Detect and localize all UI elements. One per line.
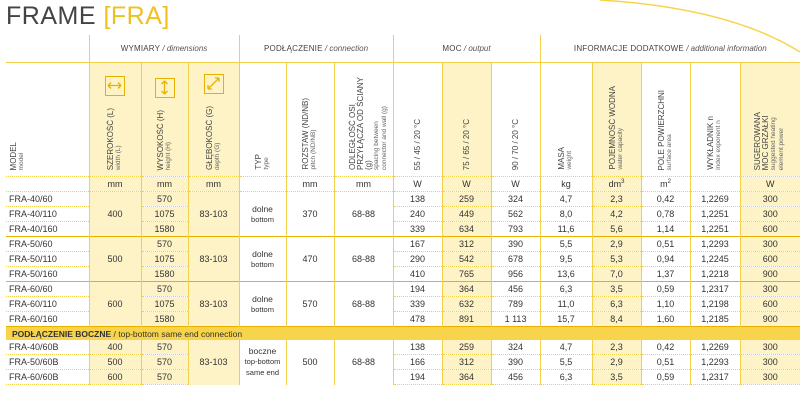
table-cell: 600 [89, 370, 141, 385]
table-cell [239, 237, 286, 282]
table-cell: WYKŁADNIK n [706, 116, 716, 170]
group-wymiary [89, 35, 239, 63]
table-cell: 90 / 70 / 20 °C [510, 118, 520, 170]
table-cell: / top-bottom same end connection [111, 328, 243, 339]
table-cell: / connection [322, 44, 369, 53]
table-cell: 290 [393, 252, 442, 267]
table-cell: W [442, 177, 491, 192]
table-cell: 900 [740, 312, 800, 327]
col-width [89, 63, 141, 177]
col-area [641, 63, 690, 177]
group-moc [393, 35, 540, 63]
table-cell: 0,51 [641, 237, 690, 252]
table-cell: 259 [442, 340, 491, 355]
table-cell: 1580 [141, 267, 188, 282]
table-cell: 1075 [141, 252, 188, 267]
diagonal-arrows-icon [204, 74, 224, 94]
table-cell: 1,2269 [690, 192, 740, 207]
table-cell: 8,4 [592, 312, 641, 327]
group-header-row [6, 35, 800, 63]
table-cell: bottom [251, 214, 274, 224]
table-cell: 9,5 [540, 252, 592, 267]
table-cell: mm [188, 177, 239, 192]
table-cell: kg [540, 177, 592, 192]
table-cell: 410 [393, 267, 442, 282]
table-cell: 1,2293 [690, 355, 740, 370]
table-cell [239, 282, 286, 327]
table-cell [239, 177, 286, 192]
col-height [141, 63, 188, 177]
table-cell: 2,3 [592, 340, 641, 355]
table-cell: 194 [393, 370, 442, 385]
table-cell: bottom [251, 304, 274, 314]
page-title [6, 2, 170, 31]
table-cell: 83-103 [188, 340, 239, 385]
table-cell: 600 [740, 222, 800, 237]
table-cell: FRA-60/160 [6, 312, 89, 327]
table-cell: 5,5 [540, 355, 592, 370]
table-cell: 600 [740, 252, 800, 267]
table-cell: 68-88 [334, 282, 393, 327]
table-row [6, 237, 800, 252]
spec-table [6, 35, 800, 385]
table-cell: 83-103 [188, 282, 239, 327]
table-cell: 167 [393, 237, 442, 252]
col-capacity [592, 63, 641, 177]
table-cell: POLE POWIERZCHNI [656, 89, 666, 170]
table-cell: 4,2 [592, 207, 641, 222]
table-cell: 300 [740, 340, 800, 355]
table-cell: 678 [491, 252, 540, 267]
table-cell: 138 [393, 340, 442, 355]
horizontal-arrows-icon [105, 76, 125, 96]
table-row [6, 192, 800, 207]
table-cell: FRA-50/60B [6, 355, 89, 370]
col-depth [188, 63, 239, 177]
table-cell: / output [461, 44, 491, 53]
table-cell: 312 [442, 237, 491, 252]
table-cell: mm [334, 177, 393, 192]
table-cell: 0,94 [641, 252, 690, 267]
table-cell: 300 [740, 207, 800, 222]
table-cell: 632 [442, 297, 491, 312]
table-cell: 300 [740, 282, 800, 297]
table-cell: $dm^3$ [592, 177, 641, 192]
table-cell: index exponent n [715, 120, 723, 170]
table-cell: 1075 [141, 207, 188, 222]
table-cell: 364 [442, 282, 491, 297]
col-p55 [393, 63, 442, 177]
table-cell: 765 [442, 267, 491, 282]
table-cell: W [491, 177, 540, 192]
table-cell: W [393, 177, 442, 192]
col-p75 [442, 63, 491, 177]
table-cell: 5,6 [592, 222, 641, 237]
table-cell: SZEROKOŚĆ (L) [106, 107, 115, 170]
table-cell: 634 [442, 222, 491, 237]
table-cell: 1,2317 [690, 282, 740, 297]
table-cell: 3,5 [592, 370, 641, 385]
table-cell: bottom [251, 259, 274, 269]
table-cell: 500 [89, 237, 141, 282]
table-cell: 339 [393, 297, 442, 312]
table-cell: 500 [286, 340, 334, 385]
table-cell: 364 [442, 370, 491, 385]
table-cell: 324 [491, 192, 540, 207]
table-cell: 891 [442, 312, 491, 327]
col-heater: SUGEROWANA MOC GRZAŁKI suggested heating element power [740, 63, 800, 177]
table-cell: 542 [442, 252, 491, 267]
table-cell: 0,42 [641, 192, 690, 207]
table-cell: 68-88 [334, 192, 393, 237]
table-cell: 324 [491, 340, 540, 355]
table-cell: 900 [740, 267, 800, 282]
title-code: [FRA] [103, 2, 170, 30]
table-cell: 478 [393, 312, 442, 327]
table-cell: 400 [89, 192, 141, 237]
table-cell: 570 [141, 282, 188, 297]
table-cell: 1,37 [641, 267, 690, 282]
table-cell: 1 113 [491, 312, 540, 327]
table-cell: 1,2251 [690, 207, 740, 222]
table-cell: 570 [141, 355, 188, 370]
table-cell: 1,2317 [690, 370, 740, 385]
table-cell: depth (G) [213, 142, 221, 170]
table-cell: 1580 [141, 222, 188, 237]
table-cell: 0,51 [641, 355, 690, 370]
table-cell [6, 35, 89, 63]
table-cell: 75 / 65 / 20 °C [461, 118, 471, 170]
table-cell: 1,2198 [690, 297, 740, 312]
table-cell: 600 [89, 282, 141, 327]
table-cell: model [18, 152, 25, 170]
table-cell: 1580 [141, 312, 188, 327]
table-cell: FRA-40/110 [6, 207, 89, 222]
table-cell: 1,2293 [690, 237, 740, 252]
table-cell: 793 [491, 222, 540, 237]
table-cell: / dimensions [160, 44, 208, 53]
table-cell: PODŁĄCZENIE BOCZNE [12, 328, 112, 339]
table-cell: height (H) [164, 141, 172, 170]
table-cell: 0,59 [641, 370, 690, 385]
table-cell: same end [246, 368, 279, 378]
title-text: FRAME [6, 2, 104, 30]
group-info [540, 35, 800, 63]
table-cell: 259 [442, 192, 491, 207]
table-cell: MASA [557, 147, 567, 170]
table-cell: 456 [491, 370, 540, 385]
table-cell: 83-103 [188, 192, 239, 237]
table-row [6, 282, 800, 297]
table-cell: 1,2218 [690, 267, 740, 282]
col-type [239, 63, 286, 177]
table-cell: surface area [665, 133, 673, 170]
table-cell: 1,10 [641, 297, 690, 312]
table-cell: ROZSTAW (ND/NB) [301, 98, 311, 170]
table-cell [6, 327, 800, 341]
table-cell: 1075 [141, 297, 188, 312]
table-cell: 5,3 [592, 252, 641, 267]
table-cell: 8,0 [540, 207, 592, 222]
table-cell: FRA-40/60 [6, 192, 89, 207]
table-cell: FRA-50/60 [6, 237, 89, 252]
table-cell: / additional information [683, 44, 767, 53]
table-cell: FRA-60/110 [6, 297, 89, 312]
table-cell: 1,2245 [690, 252, 740, 267]
table-cell: FRA-50/110 [6, 252, 89, 267]
table-cell: FRA-40/160 [6, 222, 89, 237]
table-cell: 13,6 [540, 267, 592, 282]
table-row [6, 370, 800, 385]
table-cell: 0,59 [641, 282, 690, 297]
table-cell: WYMIARY [120, 44, 161, 53]
table-cell: 0,78 [641, 207, 690, 222]
table-cell [6, 177, 89, 192]
table-row [6, 340, 800, 355]
table-cell: $m^2$ [641, 177, 690, 192]
table-cell: pitch (ND/NB) [310, 129, 318, 170]
table-cell: 300 [740, 370, 800, 385]
col-pitch [286, 63, 334, 177]
table-cell: 300 [740, 192, 800, 207]
table-cell: 1,2251 [690, 222, 740, 237]
table-cell: 570 [286, 282, 334, 327]
table-cell: 956 [491, 267, 540, 282]
table-cell: 339 [393, 222, 442, 237]
group-podlaczenie [239, 35, 393, 63]
table-cell: INFORMACJE DODATKOWE [573, 44, 684, 53]
table-cell: boczne [248, 346, 277, 357]
table-cell: 138 [393, 192, 442, 207]
table-cell: WYSOKOŚĆ (H) [155, 109, 165, 170]
table-cell: mm [286, 177, 334, 192]
table-cell: 2,3 [592, 192, 641, 207]
table-cell: 449 [442, 207, 491, 222]
table-cell: 15,7 [540, 312, 592, 327]
table-cell: water capacity [616, 128, 624, 170]
table-cell: 1,2269 [690, 340, 740, 355]
table-cell: dolne [252, 293, 273, 304]
table-cell: 4,7 [540, 340, 592, 355]
table-cell: 240 [393, 207, 442, 222]
units-row [6, 177, 800, 192]
col-mass [540, 63, 592, 177]
table-cell: 1,14 [641, 222, 690, 237]
col-model [6, 63, 89, 177]
table-cell [239, 192, 286, 237]
table-cell: 68-88 [334, 340, 393, 385]
table-cell: MODEL [9, 141, 18, 170]
col-p90 [491, 63, 540, 177]
table-cell: 300 [740, 237, 800, 252]
table-cell: weight [566, 151, 574, 170]
table-cell: FRA-50/160 [6, 267, 89, 282]
column-header-row [6, 63, 800, 177]
table-cell: 390 [491, 237, 540, 252]
table-cell: 7,0 [592, 267, 641, 282]
table-cell: 2,9 [592, 355, 641, 370]
table-cell: MOC [442, 44, 462, 53]
table-cell: 4,7 [540, 192, 592, 207]
table-cell: 6,3 [540, 370, 592, 385]
table-cell: mm [89, 177, 141, 192]
col-spacing: ODLEGŁOŚĆ OSI PRZYŁĄCZA OD ŚCIANY (g) spacing between connector and wall (g) [334, 63, 393, 177]
vertical-arrows-icon [155, 78, 175, 98]
table-cell: FRA-40/60B [6, 340, 89, 355]
table-cell: 456 [491, 282, 540, 297]
table-cell: 3,5 [592, 282, 641, 297]
table-cell: 570 [141, 370, 188, 385]
table-cell [690, 177, 740, 192]
table-cell: dolne [252, 203, 273, 214]
table-cell: 1,60 [641, 312, 690, 327]
table-cell: 500 [89, 355, 141, 370]
col-n [690, 63, 740, 177]
table-cell: GŁĘBOKOŚĆ (G) [204, 105, 214, 170]
table-cell: 400 [89, 340, 141, 355]
table-cell: 2,9 [592, 237, 641, 252]
table-cell: dolne [252, 248, 273, 259]
table-cell: 390 [491, 355, 540, 370]
table-cell: PODŁĄCZENIE [263, 44, 323, 53]
table-row [6, 355, 800, 370]
table-cell: 562 [491, 207, 540, 222]
table-cell: 83-103 [188, 237, 239, 282]
table-cell: top-bottom [244, 357, 281, 367]
table-cell: W [740, 177, 800, 192]
table-cell: 6,3 [540, 282, 592, 297]
table-cell [239, 340, 286, 385]
table-cell: TYP [253, 154, 263, 170]
table-cell: 789 [491, 297, 540, 312]
table-cell: 5,5 [540, 237, 592, 252]
table-cell: POJEMNOŚĆ WODNA [607, 86, 617, 170]
table-cell: 194 [393, 282, 442, 297]
table-cell: 570 [141, 192, 188, 207]
table-cell: 11,6 [540, 222, 592, 237]
table-cell: FRA-60/60B [6, 370, 89, 385]
table-cell: 68-88 [334, 237, 393, 282]
table-cell: 312 [442, 355, 491, 370]
table-cell: FRA-60/60 [6, 282, 89, 297]
table-cell: 600 [740, 297, 800, 312]
table-cell: 166 [393, 355, 442, 370]
table-cell: mm [141, 177, 188, 192]
table-cell: 1,2185 [690, 312, 740, 327]
table-cell: 370 [286, 192, 334, 237]
table-cell: width (L) [115, 145, 122, 170]
table-cell: 570 [141, 237, 188, 252]
table-cell: 0,42 [641, 340, 690, 355]
table-cell: type [262, 157, 270, 170]
table-cell: 470 [286, 237, 334, 282]
table-cell: 11,0 [540, 297, 592, 312]
section-header-side-connection [6, 327, 800, 341]
table-cell: 55 / 45 / 20 °C [412, 118, 422, 170]
table-cell: 300 [740, 355, 800, 370]
table-cell: 6,3 [592, 297, 641, 312]
table-cell: 570 [141, 340, 188, 355]
